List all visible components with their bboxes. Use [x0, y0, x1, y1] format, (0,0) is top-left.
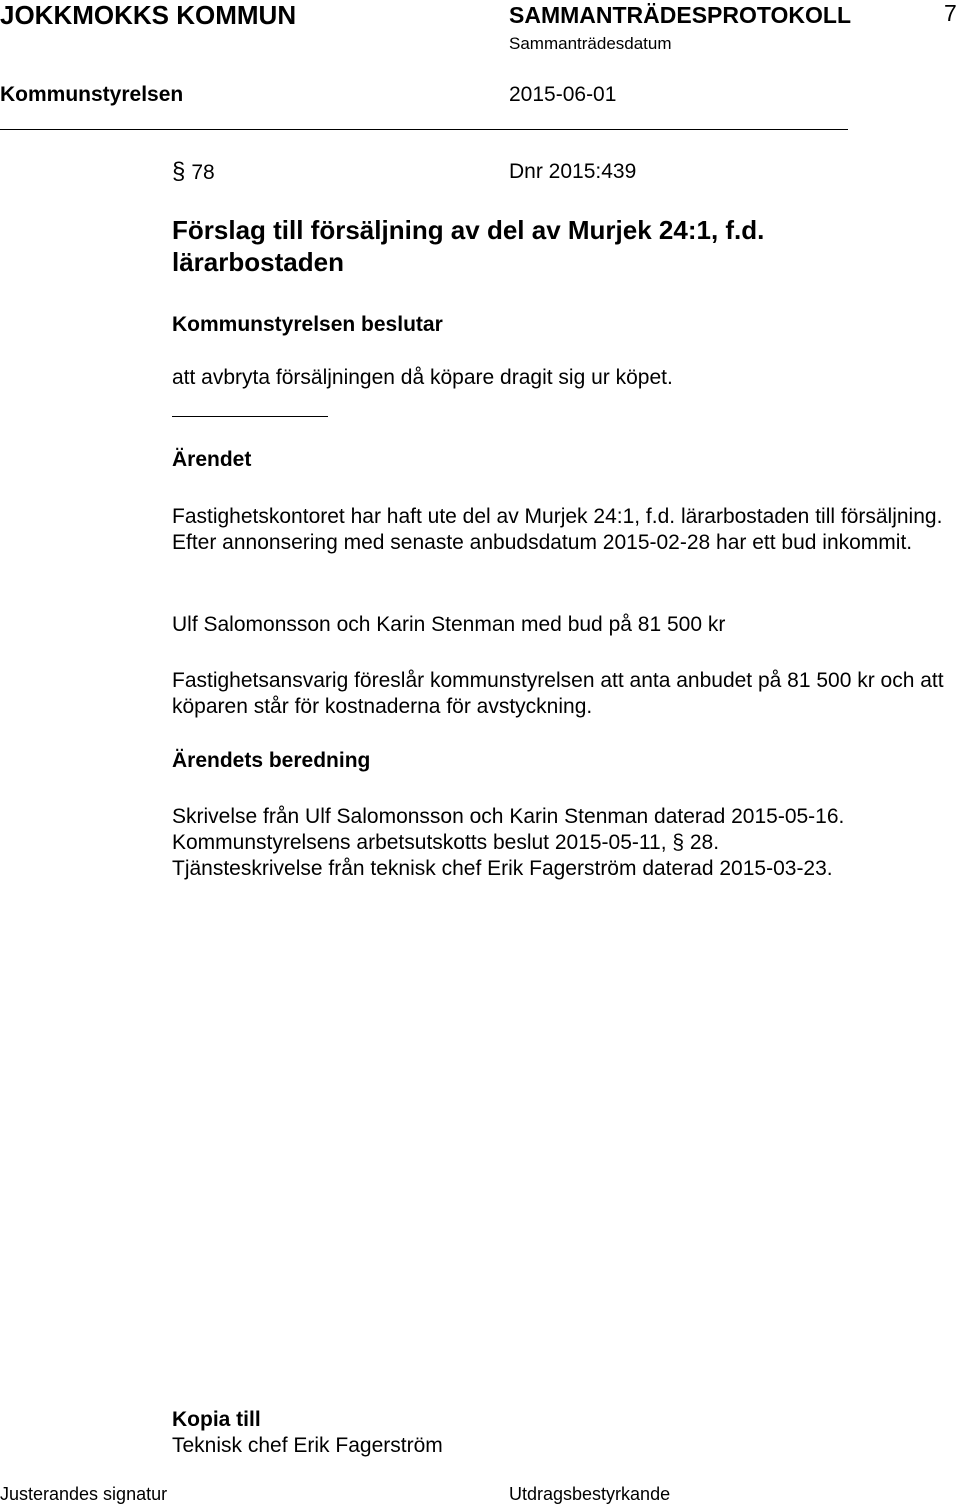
- footer-extract-label: Utdragsbestyrkande: [509, 1484, 671, 1504]
- copy-heading: Kopia till: [172, 1408, 261, 1431]
- preparation-heading: Ärendets beredning: [172, 749, 371, 772]
- committee-name: Kommunstyrelsen: [0, 83, 184, 106]
- decision-divider: [172, 416, 328, 417]
- matter-heading: Ärendet: [172, 448, 252, 471]
- matter-paragraph-3: Fastighetsansvarig föreslår kommunstyrelsen att anta anbudet på 81 500 kr och att köparen står för kostnaderna för avstyckning.: [172, 669, 944, 718]
- paragraph-symbol: §: [172, 158, 186, 185]
- date-label: Sammanträdesdatum: [509, 34, 672, 53]
- preparation-item-1: Skrivelse från Ulf Salomonsson och Karin Stenman daterad 2015-05-16.: [172, 805, 845, 828]
- matter-paragraph-2: Ulf Salomonsson och Karin Stenman med bud på 81 500 kr: [172, 613, 726, 636]
- meeting-date: 2015-06-01: [509, 83, 617, 106]
- page-number: 7: [944, 0, 957, 26]
- decision-text: att avbryta försäljningen då köpare dragit sig ur köpet.: [172, 366, 673, 389]
- matter-paragraph-1: Fastighetskontoret har haft ute del av Murjek 24:1, f.d. lärarbostaden till försäljning. Efter annonsering med senaste anbudsdatum 2015-02-28 har ett bud inkommit.: [172, 505, 943, 554]
- section-number: [172, 158, 215, 186]
- preparation-list: [172, 804, 844, 882]
- copy-recipient: Teknisk chef Erik Fagerström: [172, 1434, 443, 1457]
- preparation-item-3: Tjänsteskrivelse från teknisk chef Erik Fagerström daterad 2015-03-23.: [172, 857, 833, 880]
- decision-heading: Kommunstyrelsen beslutar: [172, 313, 443, 336]
- document-type: SAMMANTRÄDESPROTOKOLL: [509, 2, 852, 28]
- org-name: JOKKMOKKS KOMMUN: [0, 0, 297, 30]
- section-number-value: 78: [191, 161, 215, 184]
- diary-number: Dnr 2015:439: [509, 160, 637, 183]
- header-divider: [0, 129, 848, 130]
- section-title: Förslag till försäljning av del av Murjek 24:1, f.d. lärarbostaden: [172, 215, 765, 277]
- preparation-item-2: Kommunstyrelsens arbetsutskotts beslut 2015-05-11, § 28.: [172, 831, 720, 854]
- footer-signature-label: Justerandes signatur: [0, 1484, 168, 1504]
